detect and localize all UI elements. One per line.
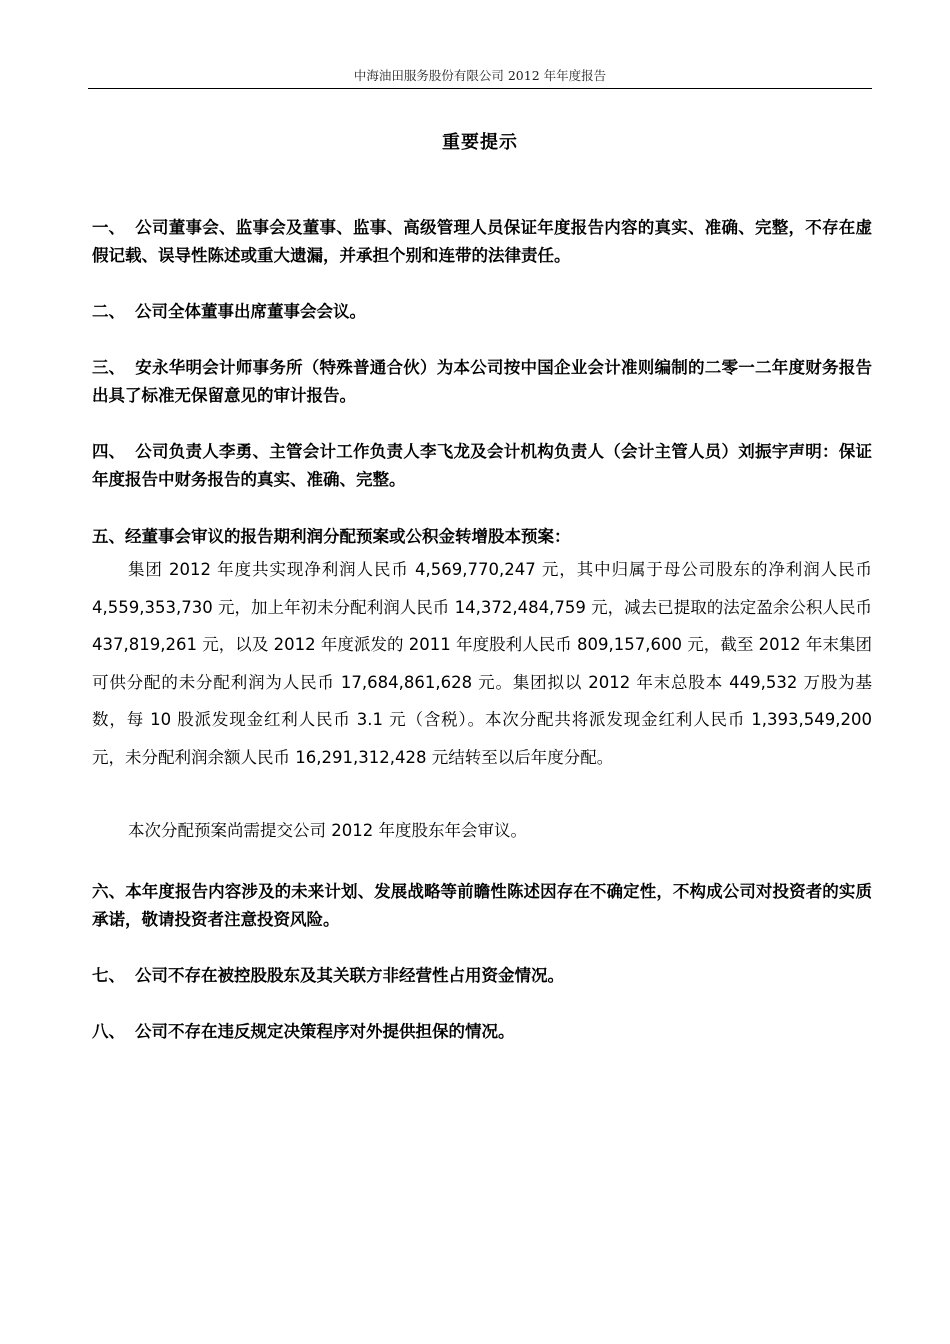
item-number: 八、	[92, 1022, 125, 1041]
item-number: 七、	[92, 966, 125, 985]
approval-note-paragraph: 本次分配预案尚需提交公司 2012 年度股东年会审议。	[128, 821, 527, 840]
item-number: 三、	[92, 358, 125, 377]
notice-item-2	[92, 298, 872, 326]
item-text: 公司不存在被控股股东及其关联方非经营性占用资金情况。	[135, 966, 564, 985]
notice-item-4	[92, 438, 872, 494]
header-divider	[88, 88, 872, 89]
notice-item-8	[92, 1018, 872, 1046]
notice-item-1	[92, 214, 872, 270]
item-number: 四、	[92, 442, 125, 461]
item-text: 公司不存在违反规定决策程序对外提供担保的情况。	[135, 1022, 515, 1041]
running-header: 中海油田服务股份有限公司 2012 年年度报告	[353, 68, 607, 83]
item-number: 一、	[92, 218, 125, 237]
section5-heading: 五、经董事会审议的报告期利润分配预案或公积金转增股本预案：	[92, 527, 571, 546]
item-text: 公司负责人李勇、主管会计工作负责人李飞龙及会计机构负责人（会计主管人员）刘振宇声明：保证年度报告中财务报告的真实、准确、完整。	[92, 442, 872, 489]
notice-item-3	[92, 354, 872, 410]
notice-item-7	[92, 962, 872, 990]
item-text: 公司全体董事出席董事会会议。	[135, 302, 366, 321]
item-text: 安永华明会计师事务所（特殊普通合伙）为本公司按中国企业会计准则编制的二零一二年度财务报告出具了标准无保留意见的审计报告。	[92, 358, 872, 405]
profit-distribution-paragraph: 集团 2012 年度共实现净利润人民币 4,569,770,247 元，其中归属于母公司股东的净利润人民币 4,559,353,730 元，加上年初未分配利润人民币 14,372,484,759 元，减去已提取的法定盈余公积人民币 437,819,261 元，以及 2012 年度派发的 2011 年度股利人民币 809,157,600 元，截至 2012 年末集团可供分配的未分配利润为人民币 17,684,861,628 元。集团拟以 2012 年末总股本 449,532 万股为基数，每 10 股派发现金红利人民币 3.1 元（含税）。本次分配共将派发现金红利人民币 1,393,549,200 元，未分配利润余额人民币 16,291,312,428 元结转至以后年度分配。	[92, 560, 872, 767]
item-number: 二、	[92, 302, 125, 321]
notice-item-6: 六、本年度报告内容涉及的未来计划、发展战略等前瞻性陈述因存在不确定性，不构成公司对投资者的实质承诺，敬请投资者注意投资风险。	[92, 882, 872, 929]
item-text: 公司董事会、监事会及董事、监事、高级管理人员保证年度报告内容的真实、准确、完整，不存在虚假记载、误导性陈述或重大遗漏，并承担个别和连带的法律责任。	[92, 218, 872, 265]
page-title: 重要提示	[442, 132, 518, 153]
